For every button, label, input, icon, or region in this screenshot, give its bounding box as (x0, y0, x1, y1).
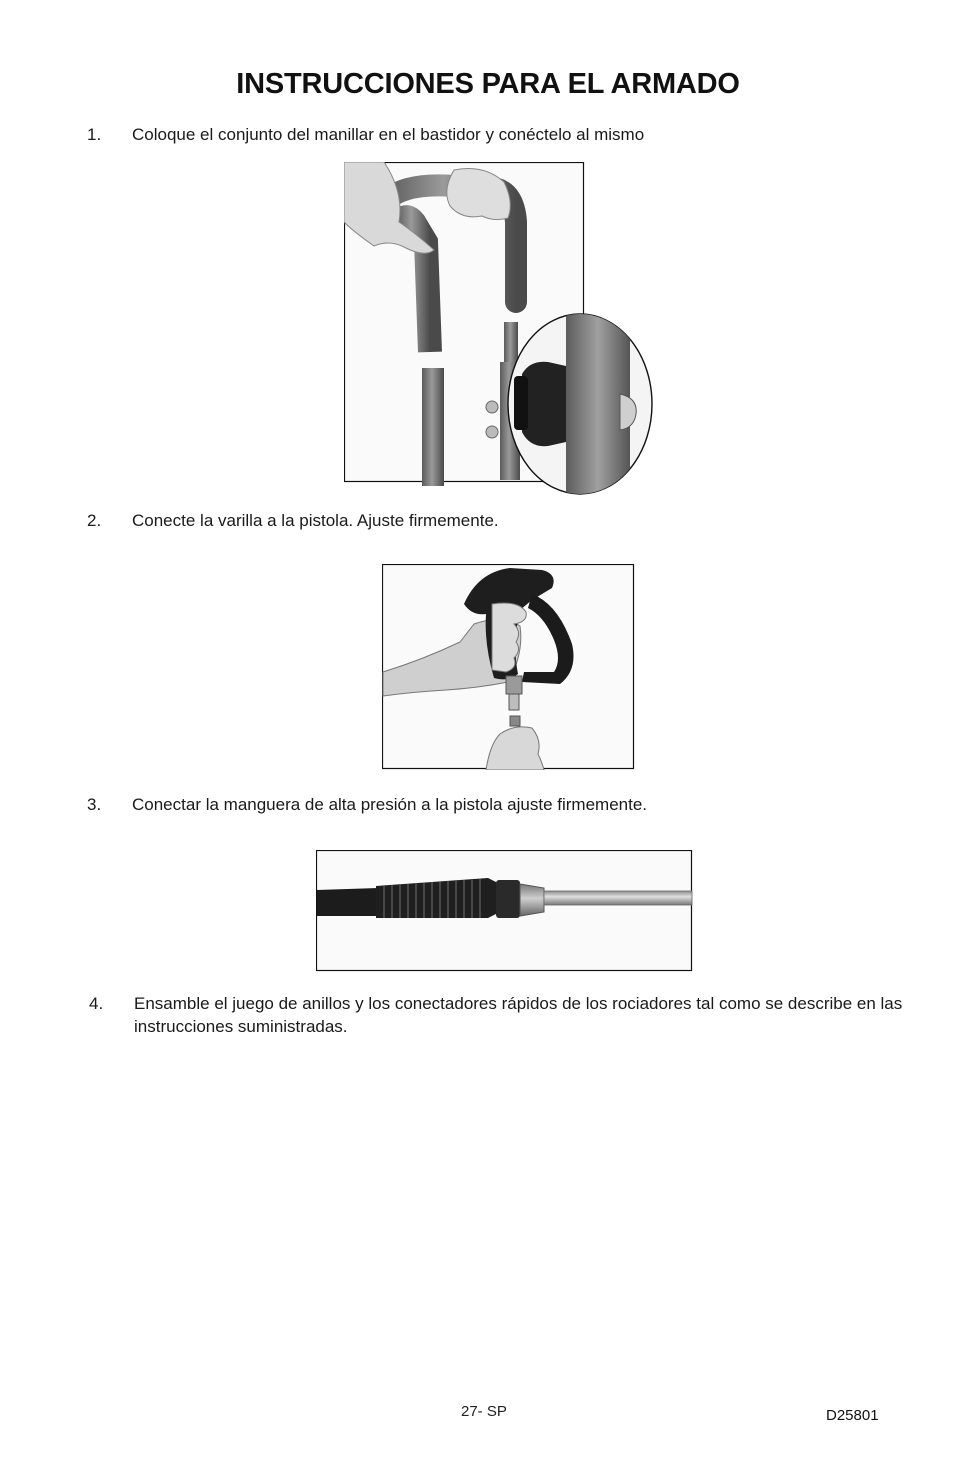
figure-spray-gun (382, 564, 635, 770)
figure-hose-connection (316, 850, 693, 972)
step-text: Conectar la manguera de alta presión a la pistola ajuste firmemente. (132, 795, 648, 814)
step-number: 2. (87, 511, 102, 530)
page-title: INSTRUCCIONES PARA EL ARMADO (236, 68, 740, 100)
step-text: Coloque el conjunto del manillar en el bastidor y conéctelo al mismo (132, 125, 645, 144)
step-text: Ensamble el juego de anillos y los conectadores rápidos de los rociadores tal como se describe en las instrucciones suministradas. (134, 994, 903, 1036)
step-number: 1. (87, 125, 102, 144)
step-number: 3. (87, 795, 102, 814)
figure-handle-assembly (344, 162, 654, 497)
step-number: 4. (89, 994, 104, 1013)
step-text: Conecte la varilla a la pistola. Ajuste firmemente. (132, 511, 499, 530)
page-number: 27- SP (461, 1403, 507, 1420)
document-code: D25801 (826, 1407, 879, 1424)
